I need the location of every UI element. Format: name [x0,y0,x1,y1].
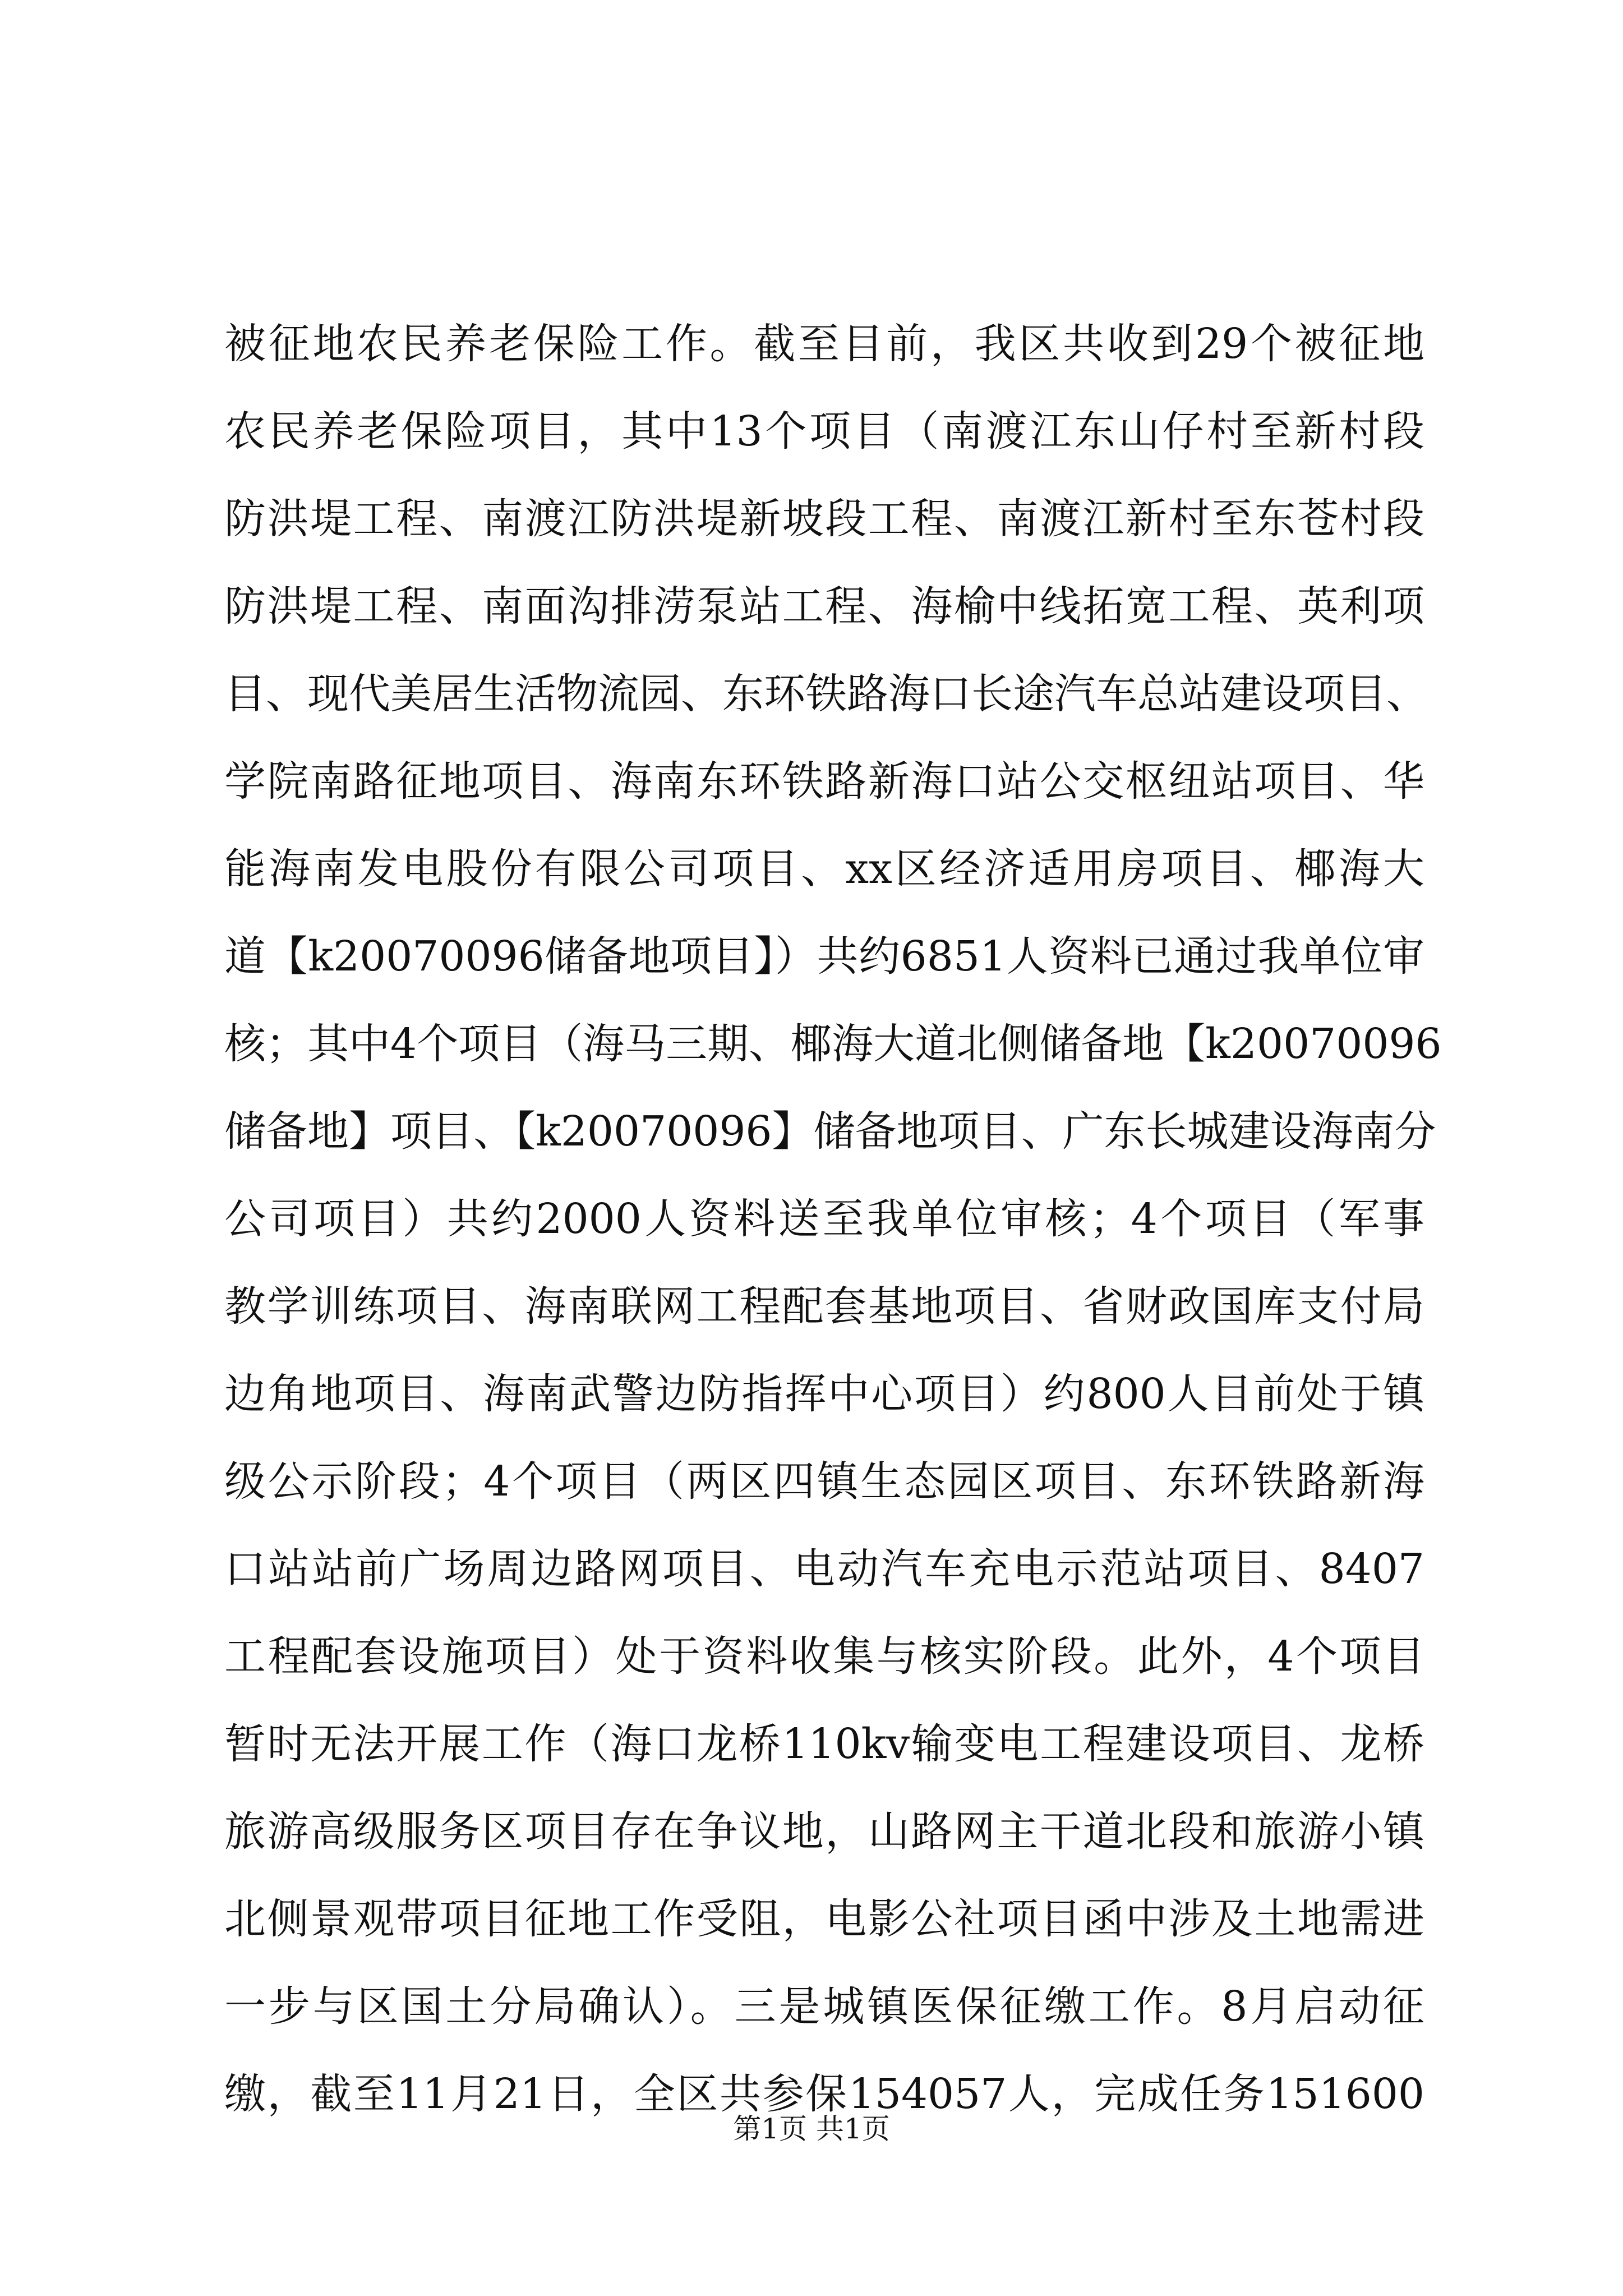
text-line: 公司项目）共约2000人资料送至我单位审核；4个项目（军事 [224,1195,1424,1243]
text-line: 农民养老保险项目，其中13个项目（南渡江东山仔村至新村段 [224,407,1424,455]
text-line: 级公示阶段；4个项目（两区四镇生态园区项目、东环铁路新海 [224,1457,1424,1506]
text-line: 工程配套设施项目）处于资料收集与核实阶段。此外，4个项目 [224,1632,1424,1681]
page-footer: 第1页 共1页 [733,2113,890,2145]
text-line: 缴，截至11月21日，全区共参保154057人，完成任务151600 [224,2070,1424,2118]
text-line: 道【k20070096储备地项目】）共约6851人资料已通过我单位审 [224,932,1424,981]
text-line: 防洪堤工程、南面沟排涝泵站工程、海榆中线拓宽工程、英利项 [224,582,1424,631]
text-line: 边角地项目、海南武警边防指挥中心项目）约800人目前处于镇 [224,1370,1424,1418]
text-line: 旅游高级服务区项目存在争议地，山路网主干道北段和旅游小镇 [224,1807,1424,1856]
text-line: 教学训练项目、海南联网工程配套基地项目、省财政国库支付局 [224,1282,1424,1331]
document-body [224,300,1442,2138]
text-line: 口站站前广场周边路网项目、电动汽车充电示范站项目、8407 [224,1545,1424,1593]
text-line: 能海南发电股份有限公司项目、xx区经济适用房项目、椰海大 [224,845,1424,893]
text-line: 被征地农民养老保险工作。截至目前，我区共收到29个被征地 [224,320,1424,368]
text-line: 目、现代美居生活物流园、东环铁路海口长途汽车总站建设项目、 [224,670,1428,718]
text-line: 一步与区国土分局确认）。三是城镇医保征缴工作。8月启动征 [224,1982,1424,2031]
text-line: 学院南路征地项目、海南东环铁路新海口站公交枢纽站项目、华 [224,757,1424,806]
text-line: 防洪堤工程、南渡江防洪堤新坡段工程、南渡江新村至东苍村段 [224,495,1424,543]
text-line: 暂时无法开展工作（海口龙桥110kv输变电工程建设项目、龙桥 [224,1720,1424,1768]
text-line: 储备地】项目、【k20070096】储备地项目、广东长城建设海南分 [224,1107,1436,1156]
text-line: 北侧景观带项目征地工作受阻，电影公社项目函中涉及土地需进 [224,1895,1424,1943]
text-line: 核；其中4个项目（海马三期、椰海大道北侧储备地【k20070096 [224,1020,1442,1068]
